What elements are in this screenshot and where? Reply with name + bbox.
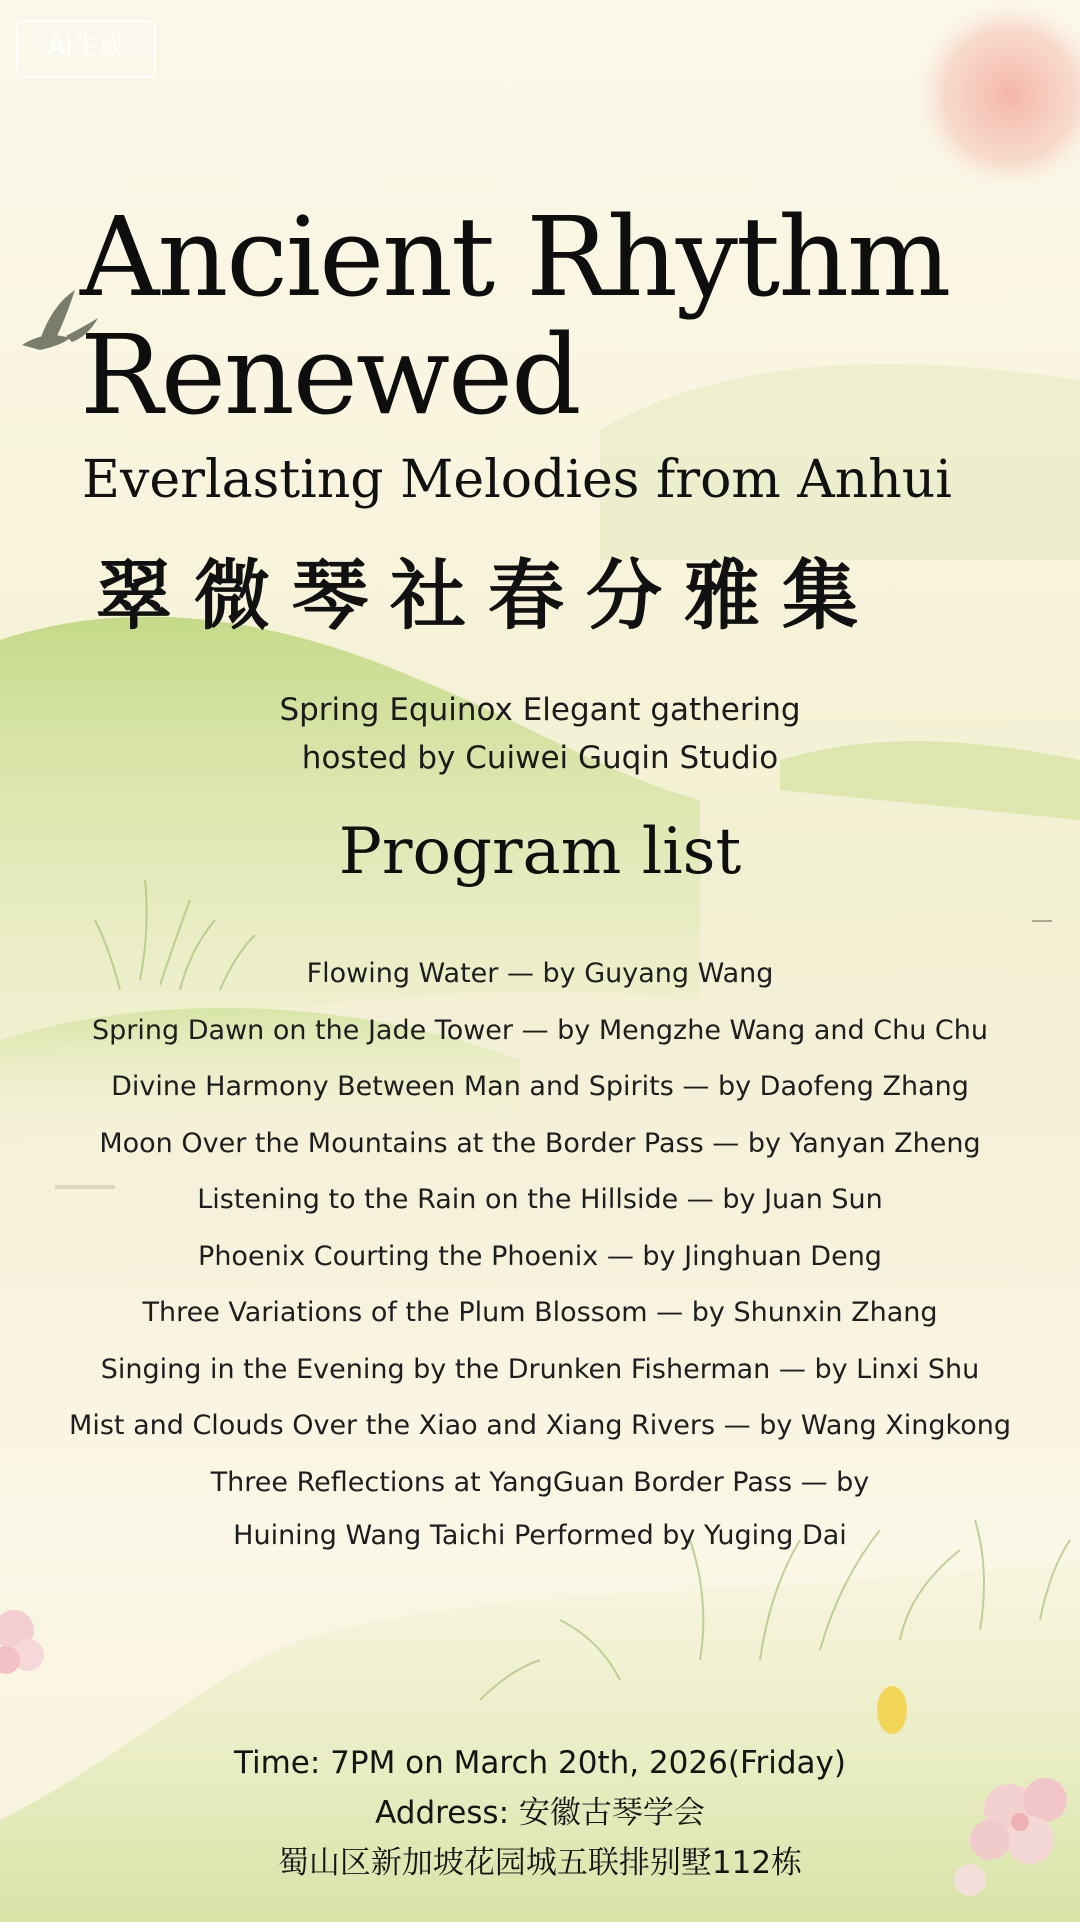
event-details bbox=[0, 1738, 1080, 1888]
program-item: Spring Dawn on the Jade Tower — by Mengzhe Wang and Chu Chu bbox=[92, 1014, 988, 1046]
sun-shape bbox=[915, 0, 1080, 190]
blossom-left bbox=[0, 1610, 44, 1674]
program-item: Mist and Clouds Over the Xiao and Xiang Rivers — by Wang Xingkong bbox=[69, 1410, 1011, 1441]
title-line-1: Ancient Rhythm bbox=[80, 193, 950, 321]
program-item: Huining Wang Taichi Performed by Yuging Dai bbox=[233, 1520, 847, 1551]
yellow-flower bbox=[877, 1686, 907, 1734]
program-item: Singing in the Evening by the Drunken Fisherman — by Linxi Shu bbox=[100, 1353, 980, 1385]
program-item: Moon Over the Mountains at the Border Pass — by Yanyan Zheng bbox=[99, 1127, 981, 1159]
program-item: Three Variations of the Plum Blossom — by Shunxin Zhang bbox=[142, 1297, 938, 1328]
event-address-detail: 蜀山区新加坡花园城五联排别墅112栋 bbox=[277, 1845, 803, 1881]
program-item: Divine Harmony Between Man and Spirits — by Daofeng Zhang bbox=[111, 1071, 969, 1102]
program-item: Flowing Water — by Guyang Wang bbox=[306, 958, 774, 989]
program-list bbox=[0, 946, 1080, 1561]
program-item: Phoenix Courting the Phoenix — by Jinghuan Deng bbox=[198, 1240, 882, 1272]
program-item: Listening to the Rain on the Hillside — by Juan Sun bbox=[197, 1184, 883, 1215]
host-line-2: hosted by Cuiwei Guqin Studio bbox=[301, 740, 779, 776]
program-heading: Program list bbox=[338, 815, 742, 889]
ai-generated-badge: AI生成 bbox=[16, 20, 156, 78]
title-line-2: Renewed bbox=[80, 311, 580, 439]
poster-subtitle: Everlasting Melodies from Anhui bbox=[82, 450, 952, 510]
event-address: Address: 安徽古琴学会 bbox=[375, 1795, 705, 1831]
event-time: Time: 7PM on March 20th, 2026(Friday) bbox=[234, 1745, 846, 1781]
chinese-title: 翠微琴社春分雅集 bbox=[96, 551, 880, 640]
poster-title bbox=[80, 193, 1040, 439]
host-line-1: Spring Equinox Elegant gathering bbox=[279, 692, 801, 728]
host-info bbox=[0, 686, 1080, 782]
program-item: Three Reflections at YangGuan Border Pass — by bbox=[210, 1466, 870, 1498]
